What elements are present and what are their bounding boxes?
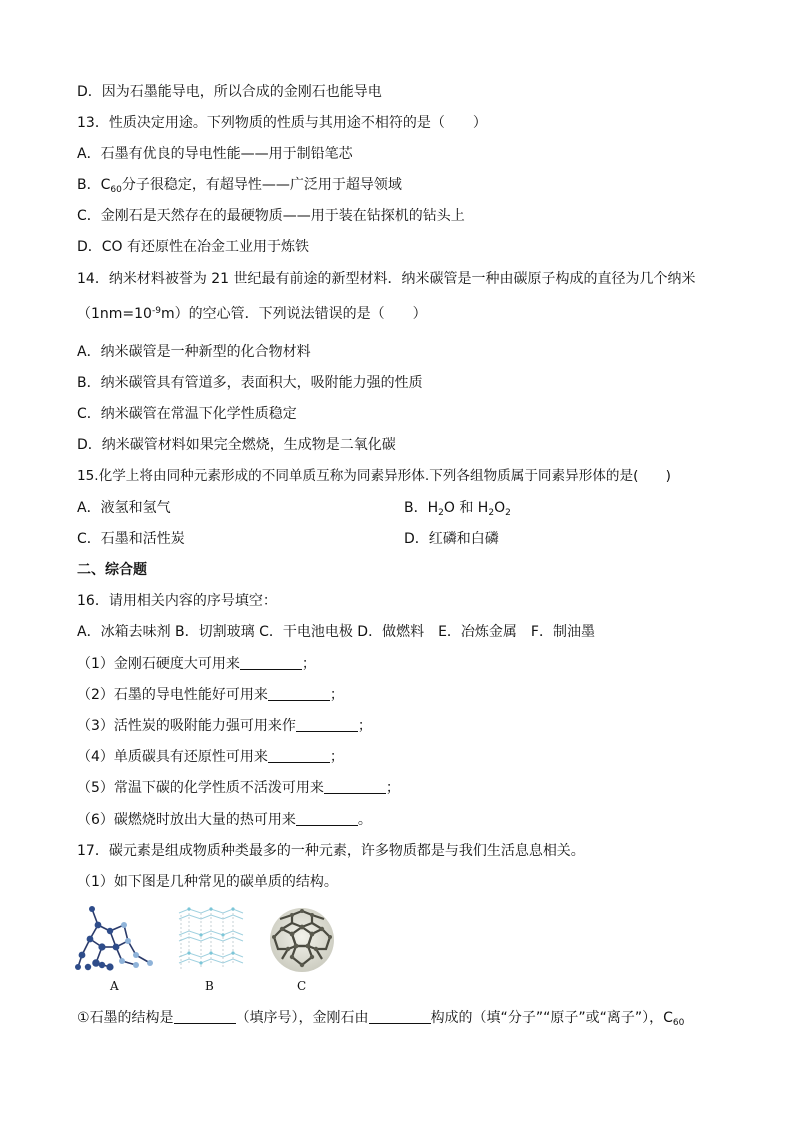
answer-blank[interactable] <box>174 1009 236 1024</box>
answer-blank[interactable] <box>369 1009 431 1024</box>
circled-number-one: ① <box>77 1010 90 1026</box>
q14-option-b: B．纳米碳管具有管道多，表面积大，吸附能力强的性质 <box>77 375 423 391</box>
q16-stem: 16．请用相关内容的序号填空： <box>77 593 277 609</box>
section-heading: 二、综合题 <box>77 562 147 578</box>
q16-item-1: （1）金刚石硬度大可用来 ； <box>77 656 316 672</box>
q15-option-b: B．$H_2O$ 和 $H_2O_2$ <box>404 500 511 518</box>
q12-option-d: D．因为石墨能导电，所以合成的金刚石也能导电 <box>77 84 382 100</box>
q16-item-2: （2）石墨的导电性能好可用来 ； <box>77 687 344 703</box>
q13-option-b: B．$C_{60}$分子很稳定，有超导性——广泛用于超导领域 <box>77 177 402 195</box>
answer-blank[interactable] <box>296 811 358 826</box>
q15-stem: 15.化学上将由同种元素形成的不同单质互称为同素异形体.下列各组物质属于同素异形体的是( ) <box>77 468 671 484</box>
q15-option-d: D．红磷和白磷 <box>404 531 499 547</box>
q16-item-3: （3）活性炭的吸附能力强可用来作 ； <box>77 718 372 734</box>
q13-option-c: C．金刚石是天然存在的最硬物质——用于装在钻探机的钻头上 <box>77 208 465 224</box>
q16-options: A．冰箱去味剂 B．切割玻璃 C．干电池电极 D．做燃料 E．冶炼金属 F．制油墨 <box>77 624 595 640</box>
figure-label-b: B <box>205 979 214 993</box>
figure-label-a: A <box>110 979 119 993</box>
q17-sub1-question: ①石墨的结构是 （填序号），金刚石由 构成的（填“分子”“原子”或“离子”），$C_{60}$ <box>77 1010 685 1028</box>
answer-blank[interactable] <box>268 748 330 763</box>
answer-blank[interactable] <box>296 717 358 732</box>
answer-blank[interactable] <box>268 686 330 701</box>
q14-option-a: A．纳米碳管是一种新型的化合物材料 <box>77 344 311 360</box>
q13-stem: 13．性质决定用途。下列物质的性质与其用途不相符的是（ ） <box>77 115 487 131</box>
q14-stem-cont: $(1nm=10^{-9}m)$的空心管．下列说法错误的是（ ） <box>77 306 427 322</box>
q14-stem: 14．纳米材料被誉为 21 世纪最有前途的新型材料．纳米碳管是一种由碳原子构成的直径为几个纳米 <box>77 271 696 287</box>
figure-label-c: C <box>297 979 307 993</box>
q15-option-a: A．液氢和氢气 <box>77 500 171 516</box>
q13-option-d: D．CO 有还原性在冶金工业用于炼铁 <box>77 239 310 255</box>
diamond-structure-figure <box>74 905 156 973</box>
q17-stem: 17．碳元素是组成物质种类最多的一种元素，许多物质都是与我们生活息息相关。 <box>77 843 585 859</box>
q16-item-5: （5）常温下碳的化学性质不活泼可用来 ； <box>77 780 400 796</box>
q15-option-c: C．石墨和活性炭 <box>77 531 185 547</box>
q14-option-c: C．纳米碳管在常温下化学性质稳定 <box>77 406 297 422</box>
graphite-structure-figure <box>175 905 247 973</box>
q13-option-a: A．石墨有优良的导电性能——用于制铅笔芯 <box>77 146 353 162</box>
q16-item-6: （6）碳燃烧时放出大量的热可用来 。 <box>77 812 372 828</box>
q14-option-d: D．纳米碳管材料如果完全燃烧，生成物是二氧化碳 <box>77 437 396 453</box>
q17-sub1: （1）如下图是几种常见的碳单质的结构。 <box>77 874 338 890</box>
c60-structure-figure <box>266 905 338 975</box>
answer-blank[interactable] <box>324 779 386 794</box>
q16-item-4: （4）单质碳具有还原性可用来 ； <box>77 749 344 765</box>
answer-blank[interactable] <box>240 655 302 670</box>
